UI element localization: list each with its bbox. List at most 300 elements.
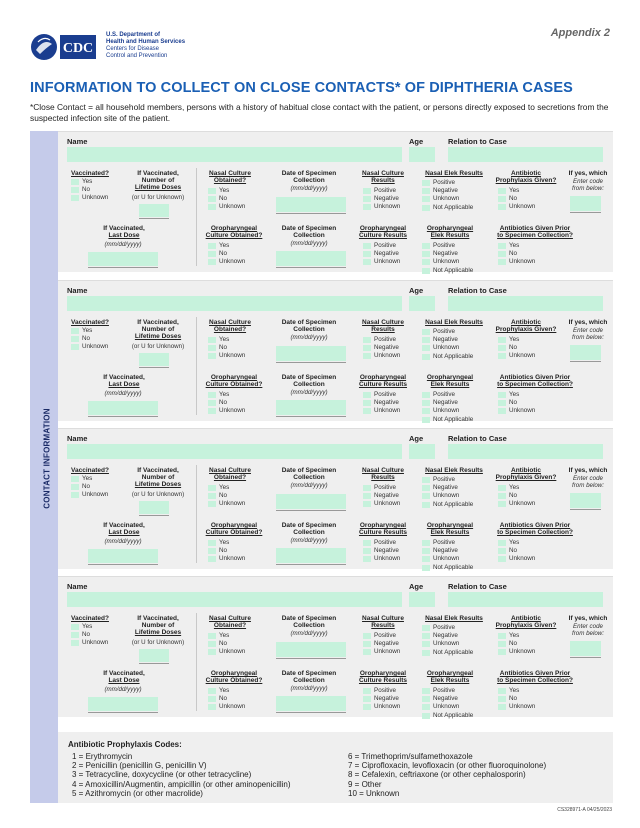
oro-culture-option[interactable]: No	[208, 695, 245, 703]
antibiotics-prior-option[interactable]: Unknown	[498, 555, 535, 563]
nasal-elek-options	[422, 328, 473, 361]
nasal-elek-option[interactable]: Positive	[422, 624, 473, 632]
age-input[interactable]	[409, 147, 435, 162]
last-dose-input[interactable]	[88, 252, 158, 266]
checkbox[interactable]	[363, 196, 371, 202]
antibiotic-option[interactable]: Yes	[498, 484, 535, 492]
checkbox[interactable]	[363, 337, 371, 343]
nasal-results-option[interactable]: Unknown	[363, 352, 400, 360]
checkbox[interactable]	[363, 188, 371, 194]
checkbox[interactable]	[208, 485, 216, 491]
oro-elek-option[interactable]: Negative	[422, 250, 473, 258]
last-dose-format: (mm/dd/yyyy)	[104, 538, 142, 545]
checkbox[interactable]	[498, 688, 506, 694]
enter-code-label: Enter code from below:	[572, 475, 604, 489]
nasal-elek-label: Nasal Elek Results	[425, 319, 483, 326]
oro-results-option[interactable]: Unknown	[363, 555, 400, 563]
oro-elek-option[interactable]: Negative	[422, 399, 473, 407]
checkbox[interactable]	[498, 696, 506, 702]
oro-date-input[interactable]	[276, 400, 346, 415]
checkbox[interactable]	[208, 400, 216, 406]
checkbox[interactable]	[363, 641, 371, 647]
oro-culture-option[interactable]: Unknown	[208, 407, 245, 415]
oro-elek-option[interactable]: Positive	[422, 391, 473, 399]
oro-elek-option[interactable]: Positive	[422, 242, 473, 250]
antibiotic-option[interactable]: No	[498, 195, 535, 203]
nasal-elek-option[interactable]: Not Applicable	[422, 204, 473, 212]
checkbox[interactable]	[363, 345, 371, 351]
vaccinated-option[interactable]: Yes	[71, 327, 108, 335]
checkbox[interactable]	[498, 501, 506, 507]
checkbox[interactable]	[208, 633, 216, 639]
nasal-elek-options	[422, 624, 473, 657]
checkbox[interactable]	[422, 565, 430, 571]
name-label: Name	[67, 582, 88, 591]
oro-elek-option[interactable]: Unknown	[422, 555, 473, 563]
nasal-elek-option[interactable]: Positive	[422, 476, 473, 484]
oro-date-input[interactable]	[276, 251, 346, 266]
date-input[interactable]	[276, 494, 346, 509]
checkbox[interactable]	[498, 337, 506, 343]
checkbox[interactable]	[422, 188, 430, 194]
checkbox[interactable]	[422, 392, 430, 398]
checkbox[interactable]	[363, 548, 371, 554]
doses-label: If Vaccinated, Number of Lifetime Doses	[134, 170, 182, 192]
checkbox[interactable]	[363, 649, 371, 655]
checkbox[interactable]	[363, 633, 371, 639]
oro-date-input[interactable]	[276, 548, 346, 563]
antibiotics-prior-option[interactable]: No	[498, 399, 535, 407]
antibiotics-prior-option[interactable]: No	[498, 695, 535, 703]
checkbox[interactable]	[422, 696, 430, 702]
vaccinated-option[interactable]: Unknown	[71, 491, 108, 499]
oro-elek-option[interactable]: Not Applicable	[422, 416, 473, 424]
checkbox[interactable]	[363, 501, 371, 507]
oro-elek-option[interactable]: Not Applicable	[422, 564, 473, 572]
relation-input[interactable]	[448, 444, 603, 459]
name-input[interactable]	[67, 444, 402, 459]
oro-elek-option[interactable]: Unknown	[422, 258, 473, 266]
doses-input[interactable]	[139, 501, 169, 514]
checkbox[interactable]	[422, 704, 430, 710]
age-input[interactable]	[409, 296, 435, 311]
oro-results-option[interactable]: Unknown	[363, 258, 400, 266]
checkbox[interactable]	[208, 688, 216, 694]
contact-card	[58, 280, 613, 421]
nasal-culture-option[interactable]: No	[208, 492, 245, 500]
oro-culture-option[interactable]: No	[208, 547, 245, 555]
checkbox[interactable]	[498, 485, 506, 491]
checkbox[interactable]	[71, 632, 79, 638]
checkbox[interactable]	[363, 392, 371, 398]
oro-elek-option[interactable]: Unknown	[422, 407, 473, 415]
name-label: Name	[67, 286, 88, 295]
date-specimen-label: Date of Specimen Collection	[281, 467, 337, 482]
checkbox[interactable]	[71, 195, 79, 201]
oro-results-option[interactable]: Negative	[363, 399, 400, 407]
checkbox[interactable]	[498, 251, 506, 257]
checkbox[interactable]	[498, 556, 506, 562]
checkbox[interactable]	[71, 484, 79, 490]
name-input[interactable]	[67, 296, 402, 311]
oro-culture-options	[208, 687, 245, 712]
checkbox[interactable]	[71, 624, 79, 630]
oro-culture-label: Oropharyngeal Culture Obtained?	[205, 225, 263, 240]
oro-culture-option[interactable]: Yes	[208, 539, 245, 547]
doses-input[interactable]	[139, 649, 169, 662]
checkbox[interactable]	[422, 196, 430, 202]
antibiotics-prior-option[interactable]: No	[498, 547, 535, 555]
nasal-results-option[interactable]: Negative	[363, 344, 400, 352]
oro-date-format: (mm/dd/yyyy)	[290, 240, 328, 247]
checkbox[interactable]	[422, 259, 430, 265]
checkbox[interactable]	[422, 641, 430, 647]
nasal-culture-option[interactable]: No	[208, 344, 245, 352]
checkbox[interactable]	[71, 492, 79, 498]
antibiotic-option[interactable]: No	[498, 640, 535, 648]
nasal-elek-option[interactable]: Not Applicable	[422, 501, 473, 509]
nasal-results-option[interactable]: Positive	[363, 336, 400, 344]
checkbox[interactable]	[208, 501, 216, 507]
nasal-elek-options	[422, 476, 473, 509]
oro-results-option[interactable]: Unknown	[363, 703, 400, 711]
nasal-elek-option[interactable]: Not Applicable	[422, 649, 473, 657]
checkbox[interactable]	[422, 548, 430, 554]
vaccinated-option[interactable]: No	[71, 335, 108, 343]
checkbox[interactable]	[208, 243, 216, 249]
last-dose-input[interactable]	[88, 549, 158, 563]
antibiotics-prior-option[interactable]: Yes	[498, 242, 535, 250]
relation-input[interactable]	[448, 592, 603, 607]
checkbox[interactable]	[208, 540, 216, 546]
last-dose-input[interactable]	[88, 697, 158, 711]
antibiotics-prior-option[interactable]: Unknown	[498, 258, 535, 266]
checkbox[interactable]	[422, 493, 430, 499]
vaccinated-option[interactable]: Unknown	[71, 194, 108, 202]
oro-elek-option[interactable]: Negative	[422, 547, 473, 555]
checkbox[interactable]	[363, 696, 371, 702]
nasal-culture-option[interactable]: Yes	[208, 632, 245, 640]
checkbox[interactable]	[498, 408, 506, 414]
checkbox[interactable]	[363, 493, 371, 499]
checkbox[interactable]	[208, 353, 216, 359]
checkbox[interactable]	[71, 328, 79, 334]
checkbox[interactable]	[208, 704, 216, 710]
vaccinated-option[interactable]: Unknown	[71, 639, 108, 647]
checkbox[interactable]	[498, 493, 506, 499]
oro-results-option[interactable]: Negative	[363, 547, 400, 555]
vaccinated-option[interactable]: Yes	[71, 475, 108, 483]
vaccinated-label: Vaccinated?	[71, 319, 109, 326]
oro-results-option[interactable]: Negative	[363, 695, 400, 703]
checkbox[interactable]	[208, 259, 216, 265]
checkbox[interactable]	[363, 688, 371, 694]
nasal-culture-option[interactable]: Yes	[208, 336, 245, 344]
checkbox[interactable]	[422, 337, 430, 343]
oro-results-option[interactable]: Positive	[363, 391, 400, 399]
checkbox[interactable]	[422, 251, 430, 257]
relation-input[interactable]	[448, 296, 603, 311]
oro-elek-option[interactable]: Positive	[422, 687, 473, 695]
checkbox[interactable]	[363, 243, 371, 249]
name-input[interactable]	[67, 147, 402, 162]
nasal-elek-option[interactable]: Positive	[422, 179, 473, 187]
oro-results-option[interactable]: Unknown	[363, 407, 400, 415]
checkbox[interactable]	[422, 625, 430, 631]
checkbox[interactable]	[422, 688, 430, 694]
nasal-results-option[interactable]: Positive	[363, 632, 400, 640]
checkbox[interactable]	[208, 649, 216, 655]
oro-elek-option[interactable]: Not Applicable	[422, 712, 473, 720]
antibiotics-prior-option[interactable]: Unknown	[498, 703, 535, 711]
checkbox[interactable]	[363, 400, 371, 406]
date-input[interactable]	[276, 346, 346, 361]
checkbox[interactable]	[363, 704, 371, 710]
checkbox[interactable]	[71, 476, 79, 482]
code-input[interactable]	[570, 345, 601, 360]
checkbox[interactable]	[363, 485, 371, 491]
checkbox[interactable]	[422, 502, 430, 508]
checkbox[interactable]	[422, 417, 430, 423]
nasal-culture-option[interactable]: Unknown	[208, 648, 245, 656]
nasal-results-option[interactable]: Negative	[363, 195, 400, 203]
oro-culture-option[interactable]: Yes	[208, 687, 245, 695]
nasal-results-option[interactable]: Positive	[363, 187, 400, 195]
oro-elek-option[interactable]: Unknown	[422, 703, 473, 711]
oro-culture-option[interactable]: Unknown	[208, 258, 245, 266]
vaccinated-option[interactable]: Unknown	[71, 343, 108, 351]
age-input[interactable]	[409, 592, 435, 607]
checkbox[interactable]	[422, 205, 430, 211]
vaccinated-options	[71, 327, 108, 352]
antibiotics-prior-option[interactable]: Yes	[498, 539, 535, 547]
date-format: (mm/dd/yyyy)	[290, 630, 328, 637]
nasal-elek-option[interactable]: Unknown	[422, 344, 473, 352]
oro-culture-options	[208, 391, 245, 416]
checkbox[interactable]	[208, 196, 216, 202]
checkbox[interactable]	[498, 704, 506, 710]
oro-culture-option[interactable]: No	[208, 250, 245, 258]
oro-elek-option[interactable]: Positive	[422, 539, 473, 547]
antibiotic-option[interactable]: Yes	[498, 336, 535, 344]
checkbox[interactable]	[498, 259, 506, 265]
checkbox[interactable]	[363, 408, 371, 414]
nasal-elek-option[interactable]: Unknown	[422, 492, 473, 500]
checkbox[interactable]	[422, 354, 430, 360]
antibiotics-prior-option[interactable]: Unknown	[498, 407, 535, 415]
date-input[interactable]	[276, 642, 346, 657]
checkbox[interactable]	[422, 345, 430, 351]
last-dose-label: If Vaccinated, Last Dose	[103, 522, 145, 537]
last-dose-input[interactable]	[88, 401, 158, 415]
oro-date-input[interactable]	[276, 696, 346, 711]
antibiotics-prior-option[interactable]: No	[498, 250, 535, 258]
nasal-culture-option[interactable]: Unknown	[208, 500, 245, 508]
checkbox[interactable]	[363, 251, 371, 257]
checkbox[interactable]	[422, 713, 430, 719]
checkbox[interactable]	[422, 540, 430, 546]
nasal-culture-label: Nasal Culture Obtained?	[209, 319, 251, 334]
checkbox[interactable]	[498, 345, 506, 351]
nasal-culture-option[interactable]: No	[208, 640, 245, 648]
checkbox[interactable]	[498, 633, 506, 639]
checkbox[interactable]	[363, 259, 371, 265]
doses-note: (or U for Unknown)	[131, 639, 185, 646]
checkbox[interactable]	[208, 641, 216, 647]
vaccinated-option[interactable]: Yes	[71, 178, 108, 186]
antibiotics-prior-option[interactable]: Yes	[498, 687, 535, 695]
checkbox[interactable]	[422, 650, 430, 656]
nasal-results-option[interactable]: Unknown	[363, 500, 400, 508]
antibiotic-option[interactable]: Unknown	[498, 648, 535, 656]
antibiotic-option[interactable]: Unknown	[498, 500, 535, 508]
checkbox[interactable]	[208, 188, 216, 194]
nasal-elek-option[interactable]: Negative	[422, 336, 473, 344]
age-input[interactable]	[409, 444, 435, 459]
vaccinated-label: Vaccinated?	[71, 170, 109, 177]
vaccinated-option[interactable]: Yes	[71, 623, 108, 631]
checkbox[interactable]	[208, 493, 216, 499]
oro-elek-option[interactable]: Not Applicable	[422, 267, 473, 275]
antibiotic-option[interactable]: Yes	[498, 632, 535, 640]
checkbox[interactable]	[208, 251, 216, 257]
checkbox[interactable]	[208, 556, 216, 562]
oro-culture-option[interactable]: Unknown	[208, 703, 245, 711]
checkbox[interactable]	[208, 696, 216, 702]
checkbox[interactable]	[422, 180, 430, 186]
nasal-culture-option[interactable]: Yes	[208, 484, 245, 492]
oro-culture-option[interactable]: Yes	[208, 391, 245, 399]
oro-results-option[interactable]: Positive	[363, 539, 400, 547]
checkbox[interactable]	[498, 204, 506, 210]
oro-culture-option[interactable]: No	[208, 399, 245, 407]
nasal-elek-label: Nasal Elek Results	[425, 467, 483, 474]
nasal-elek-option[interactable]: Negative	[422, 632, 473, 640]
checkbox[interactable]	[208, 392, 216, 398]
code-input[interactable]	[570, 641, 601, 656]
vaccinated-option[interactable]: No	[71, 631, 108, 639]
checkbox[interactable]	[71, 344, 79, 350]
nasal-results-option[interactable]: Unknown	[363, 648, 400, 656]
checkbox[interactable]	[498, 392, 506, 398]
checkbox[interactable]	[498, 188, 506, 194]
code-input[interactable]	[570, 196, 601, 211]
antibiotic-option[interactable]: Yes	[498, 187, 535, 195]
antibiotics-prior-label: Antibiotics Given Prior to Specimen Collection?	[497, 374, 573, 389]
org-name: U.S. Department of Health and Human Services Centers for Disease Control and Prevention	[106, 32, 186, 59]
checkbox[interactable]	[208, 204, 216, 210]
antibiotic-option[interactable]: No	[498, 492, 535, 500]
oro-results-option[interactable]: Positive	[363, 687, 400, 695]
doses-label: If Vaccinated, Number of Lifetime Doses	[134, 319, 182, 341]
checkbox[interactable]	[422, 633, 430, 639]
nasal-results-option[interactable]: Negative	[363, 640, 400, 648]
antibiotic-option[interactable]: Unknown	[498, 352, 535, 360]
side-label-bar	[30, 131, 58, 803]
checkbox[interactable]	[71, 179, 79, 185]
last-dose-label: If Vaccinated, Last Dose	[103, 225, 145, 240]
nasal-elek-option[interactable]: Not Applicable	[422, 353, 473, 361]
nasal-culture-option[interactable]: No	[208, 195, 245, 203]
name-input[interactable]	[67, 592, 402, 607]
checkbox[interactable]	[71, 336, 79, 342]
oro-elek-option[interactable]: Negative	[422, 695, 473, 703]
checkbox[interactable]	[363, 540, 371, 546]
nasal-culture-option[interactable]: Unknown	[208, 203, 245, 211]
oro-results-label: Oropharyngeal Culture Results	[358, 522, 408, 537]
vaccinated-option[interactable]: No	[71, 483, 108, 491]
checkbox[interactable]	[71, 187, 79, 193]
nasal-elek-option[interactable]: Positive	[422, 328, 473, 336]
checkbox[interactable]	[422, 408, 430, 414]
nasal-results-option[interactable]: Positive	[363, 484, 400, 492]
vaccinated-option[interactable]: No	[71, 186, 108, 194]
nasal-elek-option[interactable]: Negative	[422, 187, 473, 195]
oro-results-option[interactable]: Negative	[363, 250, 400, 258]
relation-label: Relation to Case	[448, 434, 507, 443]
checkbox[interactable]	[363, 353, 371, 359]
checkbox[interactable]	[71, 640, 79, 646]
checkbox[interactable]	[208, 337, 216, 343]
nasal-results-option[interactable]: Negative	[363, 492, 400, 500]
oro-culture-option[interactable]: Unknown	[208, 555, 245, 563]
checkbox[interactable]	[498, 649, 506, 655]
codes-left: 1 = Erythromycin 2 = Penicillin (penicillin G, penicillin V) 3 = Tetracycline, doxycycline (or other tetracycline) 4 = Amoxicillin/Augmentin, ampicillin (or other aminopenicillin) 5 = Azithromycin (or other macrolide)	[72, 752, 291, 798]
checkbox[interactable]	[498, 353, 506, 359]
checkbox[interactable]	[498, 548, 506, 554]
checkbox[interactable]	[422, 400, 430, 406]
checkbox[interactable]	[208, 345, 216, 351]
checkbox[interactable]	[422, 268, 430, 274]
nasal-elek-option[interactable]: Negative	[422, 484, 473, 492]
code-input[interactable]	[570, 493, 601, 508]
nasal-culture-option[interactable]: Unknown	[208, 352, 245, 360]
checkbox[interactable]	[422, 477, 430, 483]
checkbox[interactable]	[422, 556, 430, 562]
relation-input[interactable]	[448, 147, 603, 162]
checkbox[interactable]	[208, 408, 216, 414]
oro-culture-option[interactable]: Yes	[208, 242, 245, 250]
checkbox[interactable]	[422, 243, 430, 249]
checkbox[interactable]	[363, 556, 371, 562]
checkbox[interactable]	[208, 548, 216, 554]
checkbox[interactable]	[422, 329, 430, 335]
antibiotic-label: Antibiotic Prophylaxis Given?	[495, 170, 557, 185]
nasal-culture-option[interactable]: Yes	[208, 187, 245, 195]
date-input[interactable]	[276, 197, 346, 212]
nasal-results-option[interactable]: Unknown	[363, 203, 400, 211]
antibiotic-option[interactable]: Unknown	[498, 203, 535, 211]
checkbox[interactable]	[498, 243, 506, 249]
nasal-elek-option[interactable]: Unknown	[422, 195, 473, 203]
oro-results-option[interactable]: Positive	[363, 242, 400, 250]
antibiotic-option[interactable]: No	[498, 344, 535, 352]
doses-label: If Vaccinated, Number of Lifetime Doses	[134, 615, 182, 637]
checkbox[interactable]	[498, 400, 506, 406]
doses-input[interactable]	[139, 353, 169, 366]
nasal-elek-option[interactable]: Unknown	[422, 640, 473, 648]
cdc-logo	[30, 28, 98, 66]
checkbox[interactable]	[498, 196, 506, 202]
vaccinated-options	[71, 623, 108, 648]
nasal-culture-label: Nasal Culture Obtained?	[209, 170, 251, 185]
checkbox[interactable]	[422, 485, 430, 491]
checkbox[interactable]	[498, 641, 506, 647]
checkbox[interactable]	[498, 540, 506, 546]
doses-input[interactable]	[139, 204, 169, 217]
antibiotics-prior-option[interactable]: Yes	[498, 391, 535, 399]
checkbox[interactable]	[363, 204, 371, 210]
